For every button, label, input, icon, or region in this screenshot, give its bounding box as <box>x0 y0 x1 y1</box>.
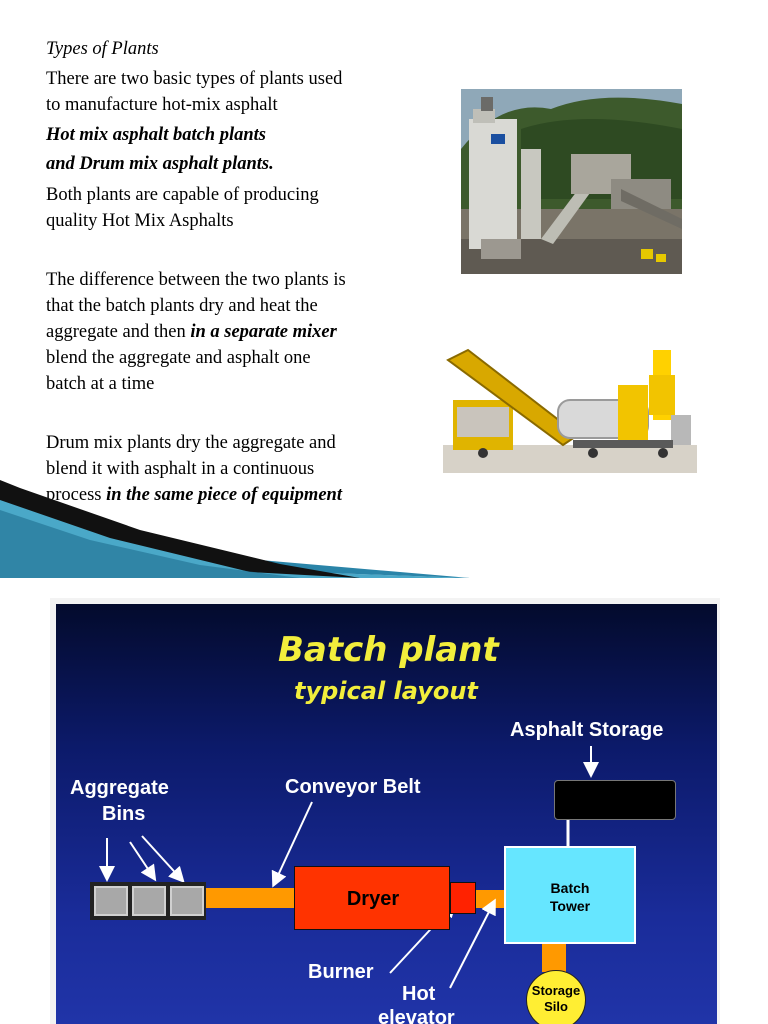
batch-tower-box <box>504 846 636 944</box>
storage-silo-label-2: Silo <box>544 999 568 1014</box>
difference-line-1: The difference between the two plants is <box>46 270 346 290</box>
difference-line-3-prefix: aggregate and then <box>46 322 191 342</box>
aggregate-bin-2 <box>132 886 166 916</box>
difference-line-3 <box>46 319 337 345</box>
diagram-subtitle: typical layout <box>294 677 478 705</box>
drum-plant-photo <box>443 345 697 473</box>
drum-line-3-prefix: process <box>46 485 107 505</box>
drum-line-3-emphasis: in the same piece of equipment <box>106 485 342 505</box>
drum-line-2: blend it with asphalt in a continuous <box>46 459 315 479</box>
dryer-box <box>294 866 450 930</box>
aggregate-bin-3 <box>170 886 204 916</box>
diagram-title: Batch plant <box>278 630 499 670</box>
asphalt-storage-label: Asphalt Storage <box>510 719 664 741</box>
burner-box <box>450 882 476 914</box>
slide-heading: Types of Plants <box>46 39 159 59</box>
bins-arrow-3 <box>142 836 182 880</box>
hot-elevator-arrow <box>450 902 494 988</box>
conveyor-belt-bar <box>202 888 294 908</box>
storage-silo-label-1: Storage <box>531 983 581 998</box>
decorative-swoosh <box>0 480 470 578</box>
aggregate-bins-label-1: Aggregate <box>70 777 169 799</box>
plant-type-batch: Hot mix asphalt batch plants <box>46 125 266 145</box>
hot-elevator-label-1: Hot <box>402 983 436 1005</box>
batch-plant-diagram-slide <box>50 598 720 1024</box>
plant-type-drum: and Drum mix asphalt plants. <box>46 154 274 174</box>
hot-elevator-label-2: elevator <box>378 1007 455 1024</box>
batch-plant-photo <box>461 89 682 274</box>
difference-line-5: batch at a time <box>46 374 155 394</box>
hot-elevator-bar <box>476 890 504 908</box>
difference-line-2: that the batch plants dry and heat the <box>46 296 318 316</box>
batch-tower-label-1: Batch <box>550 880 590 896</box>
intro-line-2: to manufacture hot-mix asphalt <box>46 95 278 115</box>
capable-line-1: Both plants are capable of producing <box>46 185 319 205</box>
tower-silo-connector <box>542 944 566 972</box>
batch-tower-label-2: Tower <box>549 898 591 914</box>
burner-label: Burner <box>308 961 374 983</box>
dryer-label: Dryer <box>346 888 400 910</box>
capable-line-2: quality Hot Mix Asphalts <box>46 211 234 231</box>
drum-line-1: Drum mix plants dry the aggregate and <box>46 433 336 453</box>
difference-line-3-emphasis: in a separate mixer <box>190 322 337 342</box>
bins-arrow-2 <box>130 842 154 878</box>
aggregate-bins-label-2: Bins <box>102 803 146 825</box>
aggregate-bins <box>90 882 206 920</box>
aggregate-bin-1 <box>94 886 128 916</box>
intro-line-1: There are two basic types of plants used <box>46 69 343 89</box>
storage-silo <box>526 970 586 1024</box>
asphalt-storage-tank <box>554 780 676 820</box>
conveyor-belt-label: Conveyor Belt <box>285 776 421 798</box>
difference-line-4: blend the aggregate and asphalt one <box>46 348 311 368</box>
